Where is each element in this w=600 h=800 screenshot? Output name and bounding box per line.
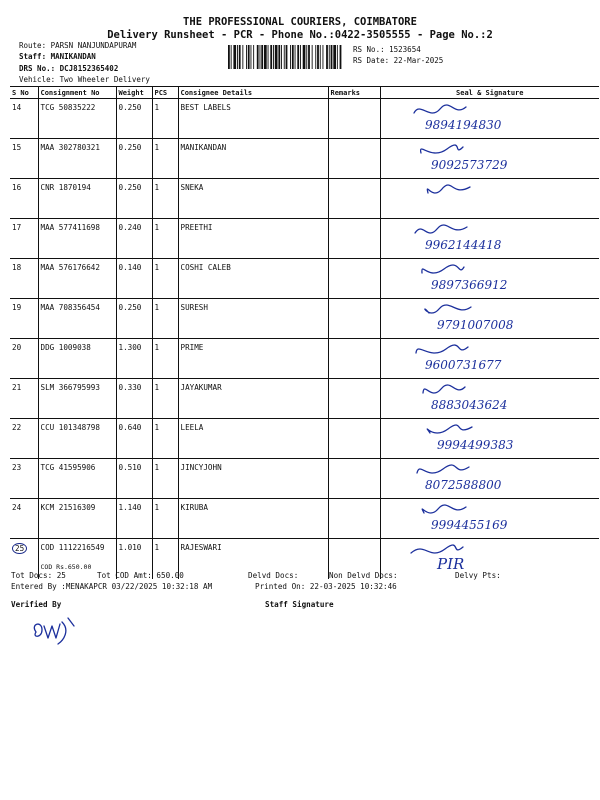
barcode-bar xyxy=(337,45,338,69)
sno-cell xyxy=(10,379,38,419)
consignee-cell xyxy=(178,179,328,219)
barcode-bar xyxy=(326,45,328,69)
consignee-text: KIRUBA xyxy=(180,503,208,512)
consignment-text: MAA 576176642 xyxy=(40,263,100,272)
barcode-bar xyxy=(306,45,307,69)
signature-cell xyxy=(380,459,599,499)
consignment-text: MAA 708356454 xyxy=(40,303,100,312)
barcode-bar xyxy=(317,45,319,69)
sno-cell xyxy=(10,299,38,339)
barcode-bar xyxy=(253,45,254,69)
sno-text: 22 xyxy=(12,423,22,432)
weight-cell xyxy=(116,179,152,219)
barcode-bar xyxy=(315,45,316,69)
remarks-cell xyxy=(328,139,380,179)
barcode-image xyxy=(227,45,342,69)
consignment-text: SLM 366795993 xyxy=(40,383,100,392)
remarks-cell xyxy=(328,459,380,499)
weight-text: 1.010 xyxy=(118,543,142,552)
barcode-bar xyxy=(270,45,272,69)
sno-text: 24 xyxy=(12,503,22,512)
weight-text: 1.140 xyxy=(118,503,142,512)
barcode-bar xyxy=(312,45,313,69)
weight-cell xyxy=(116,379,152,419)
weight-cell xyxy=(116,219,152,259)
sno-cell xyxy=(10,179,38,219)
barcode-bar xyxy=(268,45,269,69)
weight-cell xyxy=(116,419,152,459)
sno-cell xyxy=(10,139,38,179)
consignment-text: KCM 21516309 xyxy=(40,503,96,512)
total-cod-amount: Tot COD Amt: 650.00 xyxy=(97,571,184,580)
consignment-text: MAA 302780321 xyxy=(40,143,100,152)
sno-text: 14 xyxy=(12,103,22,112)
pcs-text: 1 xyxy=(154,183,160,192)
barcode-bar xyxy=(281,45,282,69)
table-row xyxy=(10,499,599,539)
consignment-cell xyxy=(38,419,116,459)
col-pcs: PCS xyxy=(152,87,178,99)
consignee-text: PREETHI xyxy=(180,223,213,232)
weight-text: 0.250 xyxy=(118,143,142,152)
handwritten-signature-image xyxy=(381,539,599,575)
col-weight: Weight xyxy=(116,87,152,99)
rs-date: RS Date: 22-Mar-2025 xyxy=(353,56,444,65)
sno-text: 19 xyxy=(12,303,22,312)
runsheet-title: Delivery Runsheet - PCR - Phone No.:0422-3505555 - Page No.:2 xyxy=(107,29,493,41)
delivered-docs: Delvd Docs: xyxy=(248,571,299,580)
col-consignee: Consignee Details xyxy=(178,87,328,99)
consignee-cell xyxy=(178,259,328,299)
consignment-text: CNR 1870194 xyxy=(40,183,91,192)
weight-cell xyxy=(116,99,152,139)
barcode-bar xyxy=(264,45,267,69)
verified-by-label: Verified By xyxy=(11,600,62,609)
col-remarks: Remarks xyxy=(328,87,380,99)
remarks-cell xyxy=(328,499,380,539)
pcs-cell xyxy=(152,379,178,419)
barcode-bar xyxy=(284,45,285,69)
sno-text: 16 xyxy=(12,183,22,192)
consignment-text: DDG 1009038 xyxy=(40,343,91,352)
table-row xyxy=(10,299,599,339)
pcs-cell xyxy=(152,299,178,339)
remarks-cell xyxy=(328,299,380,339)
handwritten-number: 9994499383 xyxy=(436,438,513,452)
barcode-bar xyxy=(331,45,333,69)
weight-text: 0.140 xyxy=(118,263,142,272)
handwritten-number: 9092573729 xyxy=(430,158,507,172)
sno-text: 21 xyxy=(12,383,22,392)
pcs-cell xyxy=(152,219,178,259)
sno-cell xyxy=(10,339,38,379)
signature-cell xyxy=(380,99,599,139)
handwritten-number: PIR xyxy=(436,555,464,573)
barcode-bar xyxy=(231,45,232,69)
barcode-bar xyxy=(303,45,306,69)
pcs-text: 1 xyxy=(154,103,160,112)
consignee-cell xyxy=(178,299,328,339)
consignment-cell xyxy=(38,219,116,259)
weight-cell xyxy=(116,339,152,379)
consignee-cell xyxy=(178,459,328,499)
delivery-points: Delvy Pts: xyxy=(455,571,501,580)
pcs-cell xyxy=(152,339,178,379)
barcode-bar xyxy=(297,45,299,69)
pcs-cell xyxy=(152,179,178,219)
route-label: Route: PARSN NANJUNDAPURAM xyxy=(19,41,137,50)
barcode-bar xyxy=(300,45,301,69)
table-row xyxy=(10,459,599,499)
pcs-text: 1 xyxy=(154,143,160,152)
sno-text: 15 xyxy=(12,143,22,152)
handwritten-number: 9894194830 xyxy=(424,118,501,132)
consignee-text: JAYAKUMAR xyxy=(180,383,222,392)
consignment-cell xyxy=(38,259,116,299)
barcode-bar xyxy=(251,45,252,69)
printed-on: Printed On: 22-03-2025 10:32:46 xyxy=(255,582,397,591)
weight-text: 0.640 xyxy=(118,423,142,432)
weight-cell xyxy=(116,259,152,299)
signature-cell xyxy=(380,139,599,179)
table-row xyxy=(10,379,599,419)
consignee-cell xyxy=(178,219,328,259)
handwritten-signature-image xyxy=(381,499,599,535)
handwritten-number: 9994455169 xyxy=(430,518,507,532)
total-docs: Tot Docs: 25 xyxy=(11,571,66,580)
weight-text: 1.300 xyxy=(118,343,142,352)
consignment-cell xyxy=(38,99,116,139)
handwritten-signature-image xyxy=(381,259,599,295)
weight-text: 0.250 xyxy=(118,183,142,192)
pcs-text: 1 xyxy=(154,423,160,432)
barcode-bar xyxy=(239,45,241,69)
consignment-cell xyxy=(38,179,116,219)
handwritten-signature-image xyxy=(381,139,599,175)
pcs-cell xyxy=(152,499,178,539)
drs-number: DRS No.: DCJ8152365402 xyxy=(19,64,119,73)
cod-amount-note: COD Rs.650.00 xyxy=(40,563,92,571)
pcs-cell xyxy=(152,419,178,459)
table-row xyxy=(10,99,599,139)
handwritten-signature-image xyxy=(381,419,599,455)
remarks-cell xyxy=(328,339,380,379)
consignment-cell xyxy=(38,379,116,419)
barcode-bar xyxy=(308,45,310,69)
barcode-bar xyxy=(295,45,296,69)
barcode-bar xyxy=(257,45,259,69)
consignment-text: CCU 101348798 xyxy=(40,423,100,432)
staff-signature-label: Staff Signature xyxy=(265,600,334,609)
remarks-cell xyxy=(328,259,380,299)
sno-cell xyxy=(10,499,38,539)
barcode-bar xyxy=(275,45,278,69)
remarks-cell xyxy=(328,379,380,419)
weight-text: 0.510 xyxy=(118,463,142,472)
remarks-cell xyxy=(328,419,380,459)
remarks-cell xyxy=(328,179,380,219)
barcode-bar xyxy=(286,45,288,69)
handwritten-number: 8883043624 xyxy=(430,398,507,412)
consignee-text: MANIKANDAN xyxy=(180,143,227,152)
pcs-text: 1 xyxy=(154,343,160,352)
barcode-bar xyxy=(320,45,321,69)
consignment-text: MAA 577411698 xyxy=(40,223,100,232)
handwritten-signature-image xyxy=(381,99,599,135)
table-row xyxy=(10,259,599,299)
rs-number: RS No.: 1523654 xyxy=(353,45,421,54)
table-row xyxy=(10,179,599,219)
table-row xyxy=(10,139,599,179)
consignee-cell xyxy=(178,339,328,379)
consignee-text: BEST LABELS xyxy=(180,103,231,112)
consignee-text: LEELA xyxy=(180,423,204,432)
handwritten-signature-image xyxy=(381,459,599,495)
barcode-bar xyxy=(248,45,250,69)
barcode-bar xyxy=(273,45,274,69)
barcode-bar xyxy=(333,45,336,69)
vehicle-label: Vehicle: Two Wheeler Delivery xyxy=(19,75,150,84)
sno-text: 23 xyxy=(12,463,22,472)
weight-text: 0.330 xyxy=(118,383,142,392)
consignee-text: COSHI CALEB xyxy=(180,263,231,272)
handwritten-number: 9791007008 xyxy=(436,318,513,332)
handwritten-number: 9962144418 xyxy=(424,238,501,252)
consignee-text: PRIME xyxy=(180,343,204,352)
consignee-cell xyxy=(178,499,328,539)
barcode-bar xyxy=(329,45,330,69)
pcs-cell xyxy=(152,139,178,179)
consignment-text: TCG 41595906 xyxy=(40,463,96,472)
consignee-cell xyxy=(178,379,328,419)
col-consignment: Consignment No xyxy=(38,87,116,99)
handwritten-signature-image xyxy=(381,299,599,335)
pcs-text: 1 xyxy=(154,263,160,272)
handwritten-signature-image xyxy=(381,379,599,415)
consignee-text: JINCYJOHN xyxy=(180,463,222,472)
pcs-cell xyxy=(152,459,178,499)
pcs-cell xyxy=(152,99,178,139)
table-row xyxy=(10,419,599,459)
signature-cell xyxy=(380,259,599,299)
barcode-bar xyxy=(228,45,230,69)
pcs-text: 1 xyxy=(154,463,160,472)
consignment-cell xyxy=(38,339,116,379)
weight-text: 0.250 xyxy=(118,303,142,312)
signature-cell xyxy=(380,419,599,459)
table-row xyxy=(10,339,599,379)
consignment-cell xyxy=(38,499,116,539)
table-header-row xyxy=(10,87,599,99)
barcode-bar xyxy=(340,45,342,69)
barcode-bar xyxy=(246,45,247,69)
consignment-cell xyxy=(38,459,116,499)
consignee-cell xyxy=(178,99,328,139)
handwritten-number: 9600731677 xyxy=(424,358,501,372)
sno-cell xyxy=(10,219,38,259)
signature-cell xyxy=(380,499,599,539)
sno-cell xyxy=(10,259,38,299)
handwritten-number: 8072588800 xyxy=(424,478,501,492)
consignment-text: COD 1112216549 xyxy=(40,543,105,552)
handwritten-signature-image xyxy=(381,179,599,215)
barcode-bar xyxy=(242,45,243,69)
pcs-text: 1 xyxy=(154,543,160,552)
runsheet-table xyxy=(10,86,599,579)
sno-text: 18 xyxy=(12,263,22,272)
consignee-text: SNEKA xyxy=(180,183,204,192)
weight-cell xyxy=(116,499,152,539)
pcs-text: 1 xyxy=(154,303,160,312)
handwritten-signature-image xyxy=(381,219,599,255)
signature-cell xyxy=(380,299,599,339)
consignment-cell xyxy=(38,139,116,179)
sno-cell xyxy=(10,99,38,139)
barcode-bar xyxy=(237,45,238,69)
pcs-text: 1 xyxy=(154,503,160,512)
signature-cell xyxy=(380,219,599,259)
pcs-text: 1 xyxy=(154,223,160,232)
sno-text: 20 xyxy=(12,343,22,352)
barcode-bar xyxy=(278,45,280,69)
staff-label: Staff: MANIKANDAN xyxy=(19,52,96,61)
consignment-text: TCG 50835222 xyxy=(40,103,96,112)
remarks-cell xyxy=(328,219,380,259)
non-delivered-docs: Non Delvd Docs: xyxy=(329,571,398,580)
signature-cell xyxy=(380,339,599,379)
pcs-cell xyxy=(152,259,178,299)
col-sno: S No xyxy=(10,87,38,99)
consignment-cell xyxy=(38,299,116,339)
remarks-cell xyxy=(328,99,380,139)
barcode-bar xyxy=(233,45,236,69)
weight-cell xyxy=(116,299,152,339)
signature-cell xyxy=(380,179,599,219)
consignee-cell xyxy=(178,419,328,459)
sno-cell xyxy=(10,419,38,459)
weight-cell xyxy=(116,459,152,499)
barcode-bar xyxy=(323,45,324,69)
company-name: THE PROFESSIONAL COURIERS, COIMBATORE xyxy=(183,16,417,28)
weight-text: 0.240 xyxy=(118,223,142,232)
table-row xyxy=(10,219,599,259)
barcode-bar xyxy=(292,45,294,69)
sno-text: 17 xyxy=(12,223,22,232)
col-seal-signature: Seal & Signature xyxy=(380,87,599,99)
consignee-cell xyxy=(178,139,328,179)
entered-by: Entered By :MENAKAPCR 03/22/2025 10:32:18 AM xyxy=(11,582,213,591)
verifier-signature-image xyxy=(28,612,88,648)
signature-cell xyxy=(380,379,599,419)
barcode-bar xyxy=(260,45,261,69)
sno-cell xyxy=(10,459,38,499)
consignee-text: SURESH xyxy=(180,303,208,312)
barcode-bar xyxy=(261,45,263,69)
barcode-bar xyxy=(290,45,291,69)
handwritten-number: 9897366912 xyxy=(430,278,507,292)
consignee-text: RAJESWARI xyxy=(180,543,222,552)
weight-cell xyxy=(116,139,152,179)
weight-text: 0.250 xyxy=(118,103,142,112)
sno-text: 25 xyxy=(12,543,27,554)
pcs-text: 1 xyxy=(154,383,160,392)
handwritten-signature-image xyxy=(381,339,599,375)
